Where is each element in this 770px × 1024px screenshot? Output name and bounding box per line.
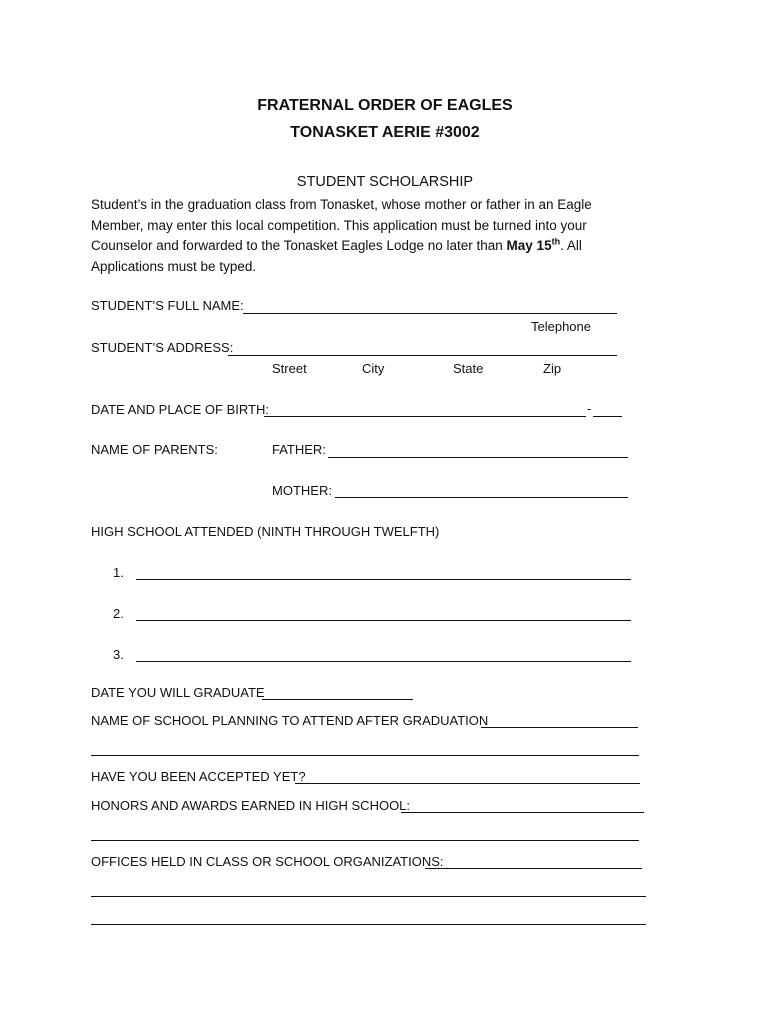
honors-field-continued[interactable] (91, 840, 639, 841)
school-field-2[interactable] (136, 620, 631, 621)
address-field[interactable] (228, 355, 617, 356)
intro-paragraph (91, 195, 621, 277)
honors-field[interactable] (401, 812, 644, 813)
school-number-1: 1. (113, 565, 124, 580)
graduate-field[interactable] (262, 699, 413, 700)
address-street-label: Street (272, 361, 307, 376)
telephone-label: Telephone (531, 319, 591, 334)
full-name-label: STUDENT’S FULL NAME: (91, 298, 244, 313)
full-name-field[interactable] (243, 313, 617, 314)
father-field[interactable] (328, 457, 628, 458)
birth-label: DATE AND PLACE OF BIRTH: (91, 402, 269, 417)
accepted-label: HAVE YOU BEEN ACCEPTED YET? (91, 769, 306, 784)
birth-date-field[interactable] (264, 416, 586, 417)
school-plan-field-continued[interactable] (91, 755, 639, 756)
high-school-label: HIGH SCHOOL ATTENDED (NINTH THROUGH TWELFTH) (91, 524, 440, 539)
school-field-3[interactable] (136, 661, 631, 662)
birth-dash: - (587, 401, 592, 416)
deadline-date: May 15th (506, 236, 561, 253)
address-label: STUDENT’S ADDRESS: (91, 340, 234, 355)
address-city-label: City (362, 361, 385, 376)
accepted-field[interactable] (295, 783, 640, 784)
document-title-line2: TONASKET AERIE #3002 (290, 124, 480, 141)
offices-label: OFFICES HELD IN CLASS OR SCHOOL ORGANIZATIONS: (91, 854, 444, 869)
parents-label: NAME OF PARENTS: (91, 442, 218, 457)
intro-text-part2: . All Applications must be typed. (91, 238, 582, 274)
school-field-1[interactable] (136, 579, 631, 580)
mother-label: MOTHER: (272, 483, 332, 498)
offices-field[interactable] (425, 868, 642, 869)
school-plan-field[interactable] (481, 727, 638, 728)
mother-field[interactable] (335, 497, 628, 498)
offices-field-continued-1[interactable] (91, 896, 646, 897)
graduate-label: DATE YOU WILL GRADUATE (91, 685, 265, 700)
offices-field-continued-2[interactable] (91, 924, 646, 925)
address-state-label: State (453, 361, 484, 376)
intro-text-part1: Student’s in the graduation class from Tonasket, whose mother or father in an Eagle Member, may enter this local competition. This application must be turned into your Counselor and forwarded to the Tonasket Eagles Lodge no later than (91, 197, 592, 253)
deadline-suffix: th (551, 236, 561, 247)
birth-place-field[interactable] (593, 416, 622, 417)
address-zip-label: Zip (543, 361, 562, 376)
document-title-line1: FRATERNAL ORDER OF EAGLES (257, 97, 513, 114)
father-label: FATHER: (272, 442, 326, 457)
school-plan-label: NAME OF SCHOOL PLANNING TO ATTEND AFTER GRADUATION (91, 713, 489, 728)
document-subtitle: STUDENT SCHOLARSHIP (296, 174, 474, 190)
honors-label: HONORS AND AWARDS EARNED IN HIGH SCHOOL: (91, 798, 411, 813)
school-number-3: 3. (113, 647, 124, 662)
school-number-2: 2. (113, 606, 124, 621)
